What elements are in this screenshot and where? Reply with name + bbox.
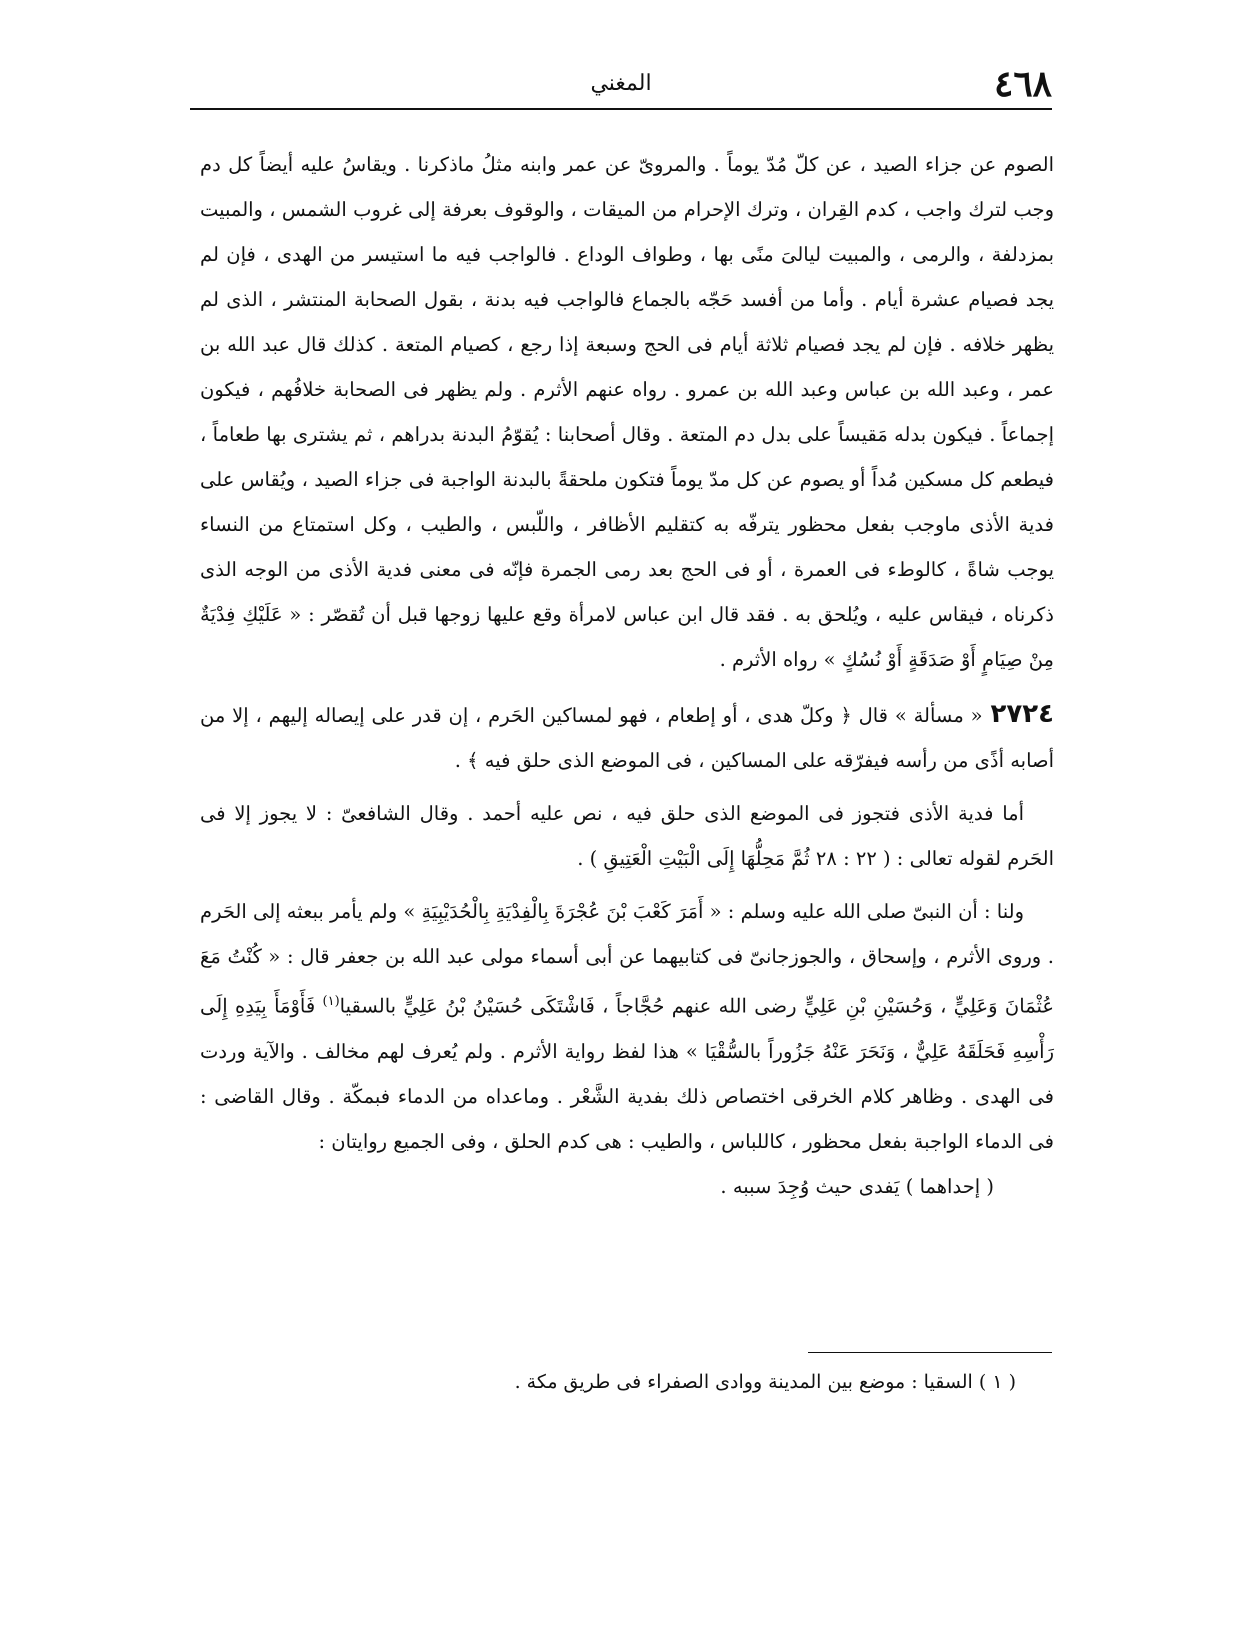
paragraph-4-part-b: فَأَوْمَأَ بِيَدِهِ إِلَى رَأْسِهِ فَحَلَقَهُ عَلِيٌّ ، وَنَحَرَ عَنْهُ جَزُوراً بالسُّقْيَا » هذا لفظ رواية الأثرم . ولم يُعرف لهم مخالف . والآية وردت فى الهدى . وظاهر كلام الخرقى اختصاص ذلك بفدية الشَّعْر . وماعداه من الدماء فبمكّة . وقال القاضى : فى الدماء الواجبة بفعل محظور ، كاللباس ، والطيب : هى كدم الحلق ، وفى الجميع روايتان : — [200, 994, 1054, 1153]
page-header — [190, 62, 1052, 106]
footnote: ( ١ ) السقيا : موضع بين المدينة ووادى الصفراء فى طريق مكة . — [514, 1371, 1016, 1393]
main-text — [200, 142, 1054, 1209]
paragraph-5: ( إحداهما ) يَفدى حيث وُجِدَ سببه . — [720, 1174, 994, 1198]
page-number: ٤٦٨ — [993, 63, 1052, 105]
paragraph-4 — [200, 889, 1054, 1164]
paragraph-3: أما فدية الأذى فتجوز فى الموضع الذى حلق فيه ، نص عليه أحمد . وقال الشافعىّ : لا يجوز إلا فى الحَرم لقوله تعالى : ( ٢٢ : ٢٨ ثُمَّ مَحِلُّهَا إِلَى الْبَيْتِ الْعَتِيقِ ) . — [200, 802, 1054, 870]
masala-number: ٢٧٢٤ — [990, 699, 1054, 729]
masala-text: « مسألة » قال ﴿ وكلّ هدى ، أو إطعام ، فهو لمساكين الحَرم ، إن قدر على إيصاله إليهم ، إلا من أصابه أذًى من رأسه فيفرّقه على المساكين ، فى الموضع الذى حلق فيه ﴾ . — [200, 704, 1054, 772]
masala-paragraph — [200, 692, 1054, 783]
paragraph-1: الصوم عن جزاء الصيد ، عن كلّ مُدّ يوماً . والمروىّ عن عمر وابنه مثلُ ماذكرنا . ويقاسُ عليه أيضاً كل دم وجب لترك واجب ، كدم القِران ، وترك الإحرام من الميقات ، والوقوف بعرفة إلى غروب الشمس ، والمبيت بمزدلفة ، والرمى ، والمبيت ليالىَ منًى بها ، وطواف الوداع . فالواجب فيه ما استيسر من الهدى ، فإن لم يجد فصيام عشرة أيام . وأما من أفسد حَجّه بالجماع فالواجب فيه بدنة ، بقول الصحابة المنتشر ، الذى لم يظهر خلافه . فإن لم يجد فصيام ثلاثة أيام فى الحج وسبعة إذا رجع ، كصيام المتعة . كذلك قال عبد الله بن عمر ، وعبد الله بن عباس وعبد الله بن عمرو . رواه عنهم الأثرم . ولم يظهر فى الصحابة خلافُهم ، فيكون إجماعاً . فيكون بدله مَقيساً على بدل دم المتعة . وقال أصحابنا : يُقوّمُ البدنة بدراهم ، ثم يشترى بها طعاماً ، فيطعم كل مسكين مُداً أو يصوم عن كل مدّ يوماً فتكون ملحقةً بالبدنة الواجبة فى جزاء الصيد ، ويُقاس على فدية الأذى ماوجب بفعل محظور يترفّه به كتقليم الأظافر ، واللّبس ، والطيب ، وكل استمتاع من النساء يوجب شاةً ، كالوطء فى العمرة ، أو فى الحج بعد رمى الجمرة فإنّه فى معنى فدية الأذى من الوجه الذى ذكرناه ، فيقاس عليه ، ويُلحق به . فقد قال ابن عباس لامرأة وقع عليها زوجها قبل أن تُقصّر : « عَلَيْكِ فِدْيَةٌ مِنْ صِيَامٍ أَوْ صَدَقَةٍ أَوْ نُسُكٍ » رواه الأثرم . — [200, 153, 1054, 671]
running-title: المغني — [590, 71, 652, 96]
paragraph-4-part-a: ولنا : أن النبىّ صلى الله عليه وسلم : « أَمَرَ كَعْبَ بْنَ عُجْرَةَ بِالْفِدْيَةِ بِالْحُدَيْبِيَةِ » ولم يأمر ببعثه إلى الحَرم . وروى الأثرم ، وإسحاق ، والجوزجانىّ فى كتابيهما عن أبى أسماء مولى عبد الله بن جعفر قال : « كُنْتُ مَعَ عُثْمَانَ وَعَلِيٍّ ، وَحُسَيْنِ بْنِ عَلِيٍّ رضى الله عنهم حُجَّاجاً ، فَاشْتَكَى حُسَيْنُ بْنُ عَلِيٍّ بالسقيا — [200, 900, 1054, 1018]
footnote-marker: (١) — [322, 994, 340, 1009]
footnote-rule — [808, 1352, 1052, 1353]
header-rule — [190, 108, 1052, 110]
